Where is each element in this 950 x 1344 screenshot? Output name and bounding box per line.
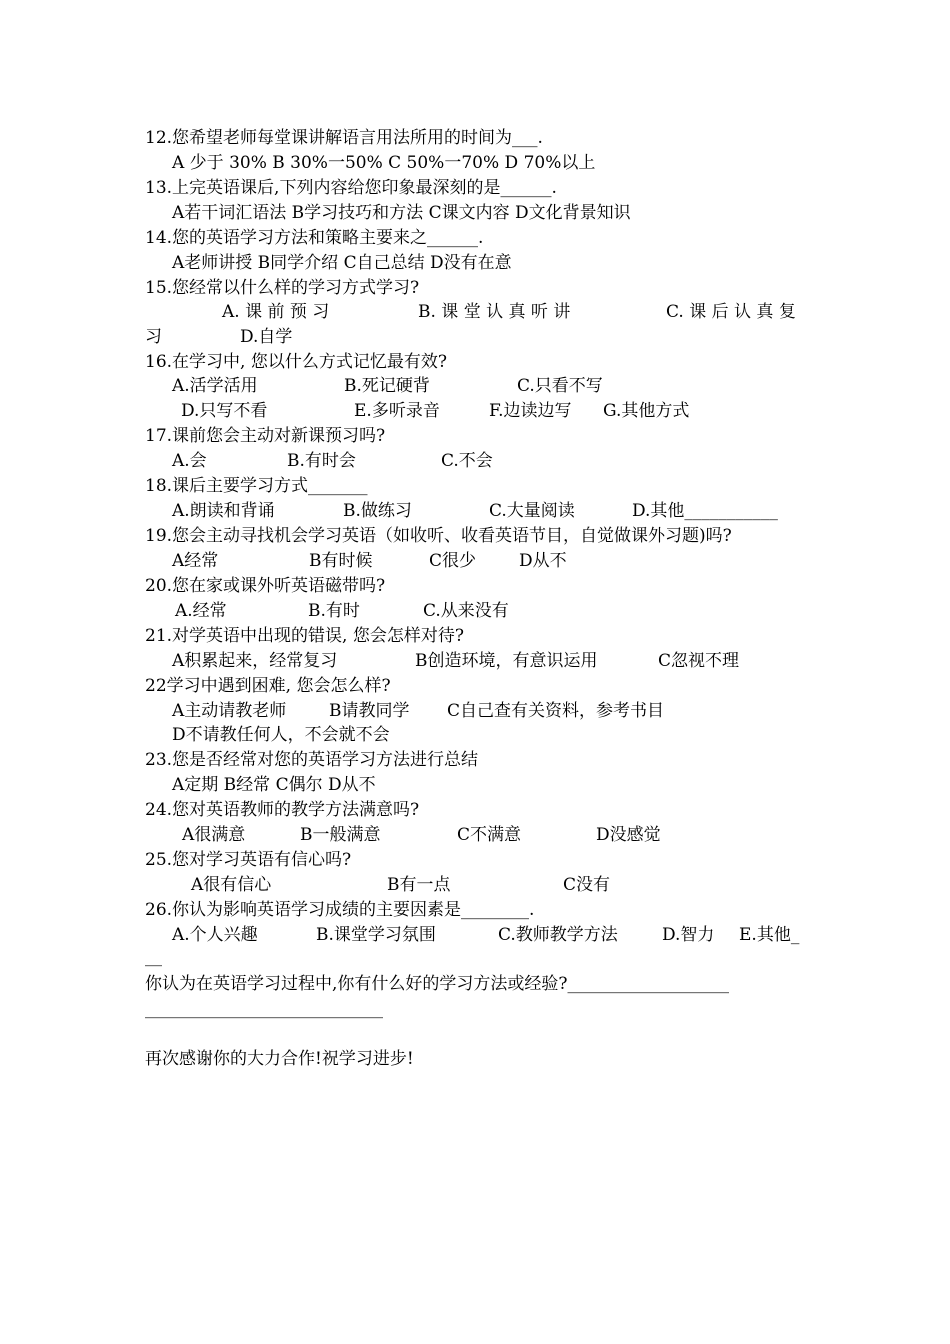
question-18: 18.课后主要学习方式_______ [145, 476, 368, 496]
question-21: 21.对学英语中出现的错误, 您会怎样对待? [145, 626, 464, 646]
option-17-b: B.有时会 [287, 451, 356, 471]
option-19-a: A经常 [172, 551, 219, 571]
option-16-b: B.死记硬背 [344, 376, 430, 396]
question-14: 14.您的英语学习方法和策略主要来之______. [145, 228, 484, 248]
option-15-c-wrap: 习 [145, 327, 162, 347]
option-16-a: A.活学活用 [172, 376, 258, 396]
option-21-b: B创造环境，有意识运用 [415, 651, 598, 671]
option-19-d: D从不 [519, 551, 567, 571]
option-25-a: A很有信心 [191, 875, 272, 895]
option-20-c: C.从来没有 [423, 601, 509, 621]
option-17-a: A.会 [172, 451, 207, 471]
option-26-e: E.其他_ [739, 925, 800, 945]
option-20-b: B.有时 [308, 601, 360, 621]
option-22-a: A主动请教老师 [172, 701, 287, 721]
option-24-d: D没感觉 [596, 825, 661, 845]
option-19-c: C很少 [429, 551, 477, 571]
option-15-d: D.自学 [240, 327, 293, 347]
option-18-b: B.做练习 [343, 501, 412, 521]
option-18-d: D.其他___________ [632, 501, 778, 521]
option-15-c: C. 课 后 认 真 复 [666, 302, 796, 322]
open-question-answer-line: ____________________________ [145, 999, 383, 1019]
option-26-d: D.智力 [662, 925, 715, 945]
options-12: A 少于 30% B 30%一50% C 50%一70% D 70%以上 [172, 153, 596, 173]
option-18-c: C.大量阅读 [489, 501, 575, 521]
option-16-f: F.边读边写 [489, 401, 572, 421]
option-16-c: C.只看不写 [517, 376, 603, 396]
option-26-b: B.课堂学习氛围 [316, 925, 436, 945]
option-16-g: G.其他方式 [603, 401, 690, 421]
option-17-c: C.不会 [441, 451, 493, 471]
option-15-b: B. 课 堂 认 真 听 讲 [418, 302, 571, 322]
question-26: 26.你认为影响英语学习成绩的主要因素是________. [145, 900, 535, 920]
option-24-c: C不满意 [457, 825, 522, 845]
option-16-d: D.只写不看 [181, 401, 268, 421]
option-22-c: C自己查有关资料，参考书目 [447, 701, 665, 721]
question-25: 25.您对学习英语有信心吗? [145, 850, 352, 870]
question-20: 20.您在家或课外听英语磁带吗? [145, 576, 386, 596]
question-22: 22学习中遇到困难, 您会怎么样? [145, 676, 391, 696]
question-24: 24.您对英语教师的教学方法满意吗? [145, 800, 420, 820]
option-25-c: C没有 [563, 875, 611, 895]
question-15: 15.您经常以什么样的学习方式学习? [145, 278, 420, 298]
option-24-a: A很满意 [182, 825, 246, 845]
option-15-a: A. 课 前 预 习 [222, 302, 330, 322]
option-22-b: B请教同学 [329, 701, 410, 721]
question-16: 16.在学习中, 您以什么方式记忆最有效? [145, 352, 447, 372]
question-13: 13.上完英语课后,下列内容给您印象最深刻的是______. [145, 178, 557, 198]
question-23: 23.您是否经常对您的英语学习方法进行总结 [145, 750, 479, 770]
options-13: A若干词汇语法 B学习技巧和方法 C课文内容 D文化背景知识 [172, 203, 631, 223]
options-14: A老师讲授 B同学介绍 C自己总结 D没有在意 [172, 253, 512, 273]
question-19: 19.您会主动寻找机会学习英语（如收听、收看英语节目，自觉做课外习题)吗? [145, 526, 732, 546]
options-23: A定期 B经常 C偶尔 D从不 [172, 775, 376, 795]
option-21-c: C忽视不理 [658, 651, 740, 671]
option-16-e: E.多听录音 [354, 401, 440, 421]
closing-text: 再次感谢你的大力合作!祝学习进步! [145, 1049, 414, 1069]
option-24-b: B一般满意 [300, 825, 381, 845]
option-26-e-wrap: __ [145, 947, 162, 967]
option-25-b: B有一点 [387, 875, 451, 895]
question-17: 17.课前您会主动对新课预习吗? [145, 426, 386, 446]
option-26-a: A.个人兴趣 [172, 925, 258, 945]
question-12: 12.您希望老师每堂课讲解语言用法所用的时间为___. [145, 128, 543, 148]
option-18-a: A.朗读和背诵 [172, 501, 275, 521]
option-21-a: A积累起来，经常复习 [172, 651, 338, 671]
option-20-a: A.经常 [175, 601, 227, 621]
option-22-d: D不请教任何人，不会就不会 [172, 725, 390, 745]
option-19-b: B有时候 [309, 551, 373, 571]
option-26-c: C.教师教学方法 [498, 925, 618, 945]
open-question: 你认为在英语学习过程中,你有什么好的学习方法或经验?___________________ [145, 974, 730, 994]
